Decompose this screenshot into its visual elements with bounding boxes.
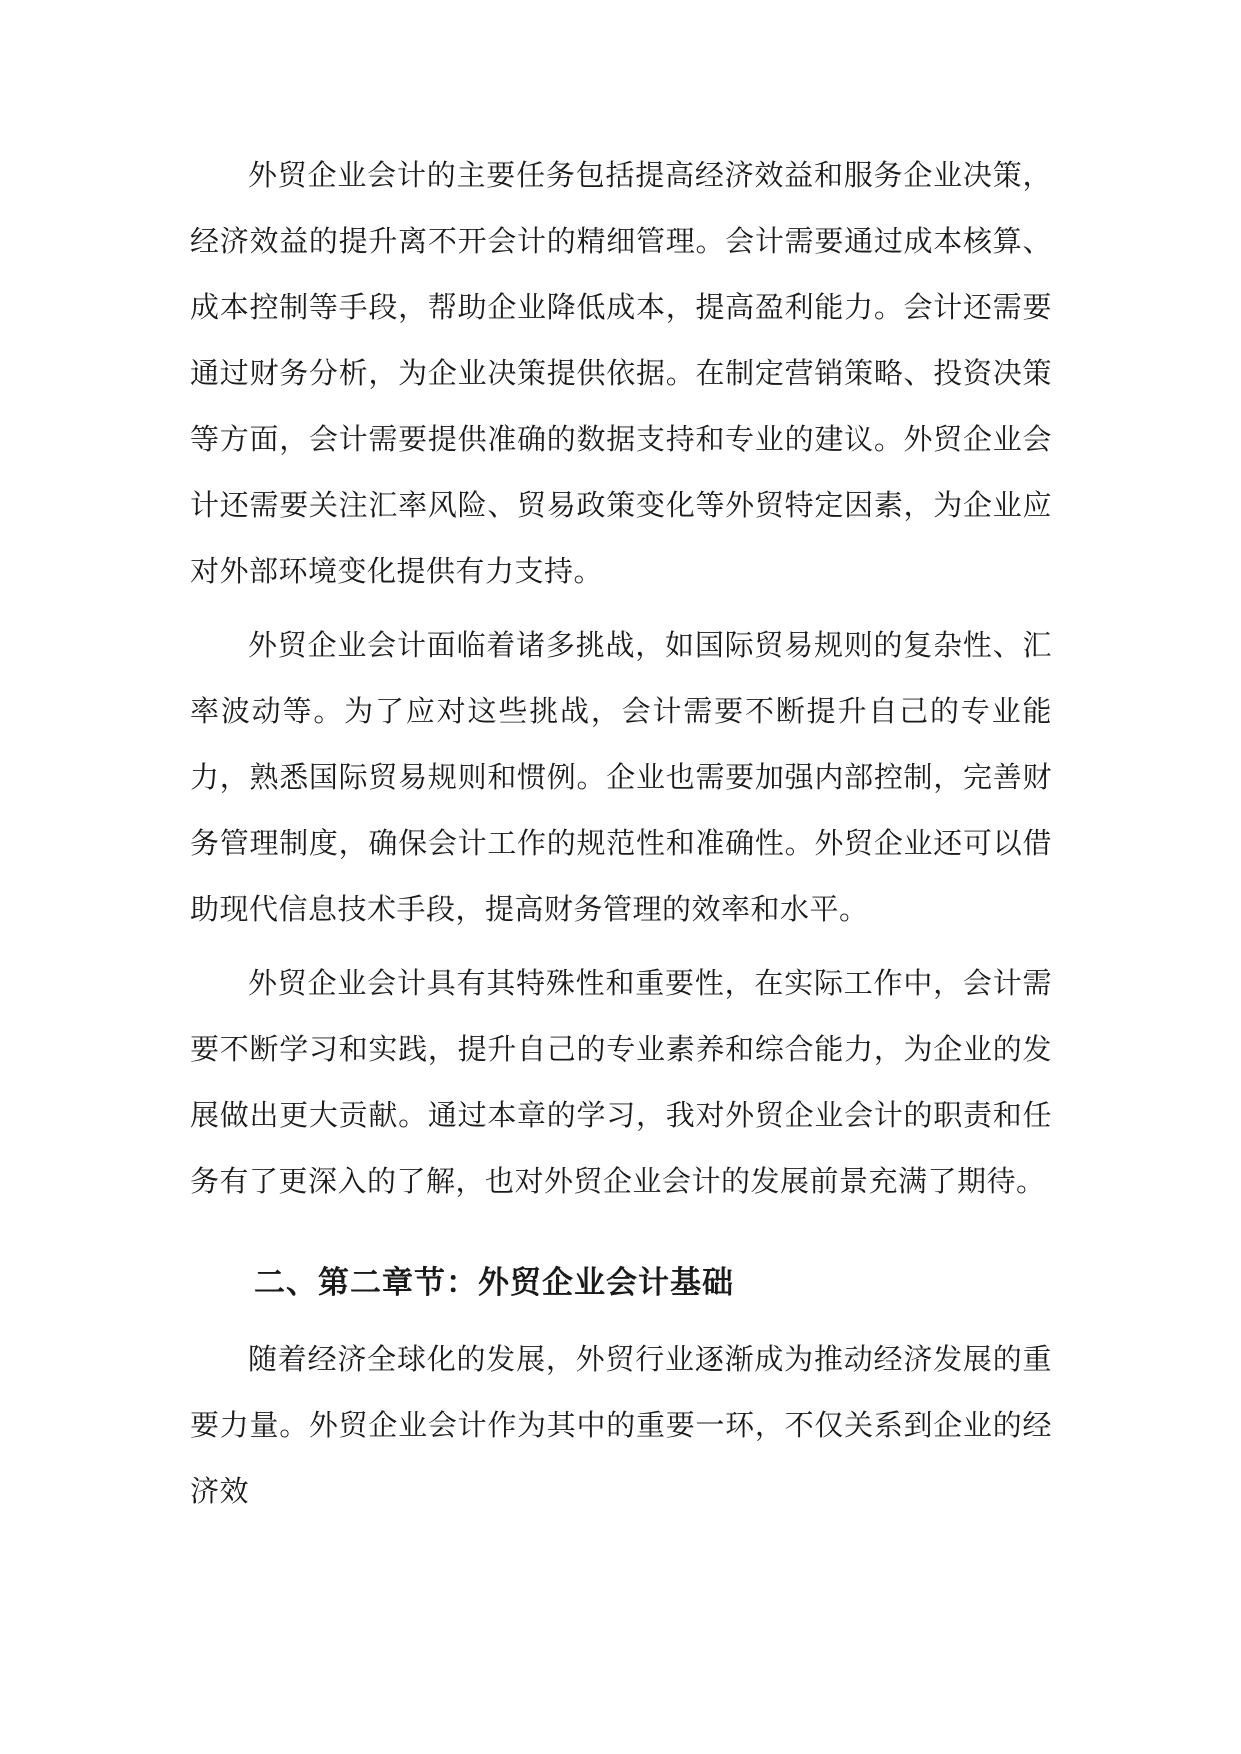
document-body (190, 142, 1052, 1524)
body-paragraph: 外贸企业会计具有其特殊性和重要性，在实际工作中，会计需要不断学习和实践，提升自己的专业素养和综合能力，为企业的发展做出更大贡献。通过本章的学习，我对外贸企业会计的职责和任务有了更深入的了解，也对外贸企业会计的发展前景充满了期待。 (190, 966, 1052, 1198)
body-paragraph: 随着经济全球化的发展，外贸行业逐渐成为推动经济发展的重要力量。外贸企业会计作为其中的重要一环，不仅关系到企业的经济效 (190, 1342, 1052, 1508)
section-heading: 二、第二章节：外贸企业会计基础 (254, 1265, 734, 1301)
body-paragraph: 外贸企业会计面临着诸多挑战，如国际贸易规则的复杂性、汇率波动等。为了应对这些挑战，会计需要不断提升自己的专业能力，熟悉国际贸易规则和惯例。企业也需要加强内部控制，完善财务管理制度，确保会计工作的规范性和准确性。外贸企业还可以借助现代信息技术手段，提高财务管理的效率和水平。 (190, 628, 1052, 926)
body-paragraph: 外贸企业会计的主要任务包括提高经济效益和服务企业决策，经济效益的提升离不开会计的精细管理。会计需要通过成本核算、成本控制等手段，帮助企业降低成本，提高盈利能力。会计还需要通过财务分析，为企业决策提供依据。在制定营销策略、投资决策等方面，会计需要提供准确的数据支持和专业的建议。外贸企业会计还需要关注汇率风险、贸易政策变化等外贸特定因素，为企业应对外部环境变化提供有力支持。 (190, 158, 1052, 588)
